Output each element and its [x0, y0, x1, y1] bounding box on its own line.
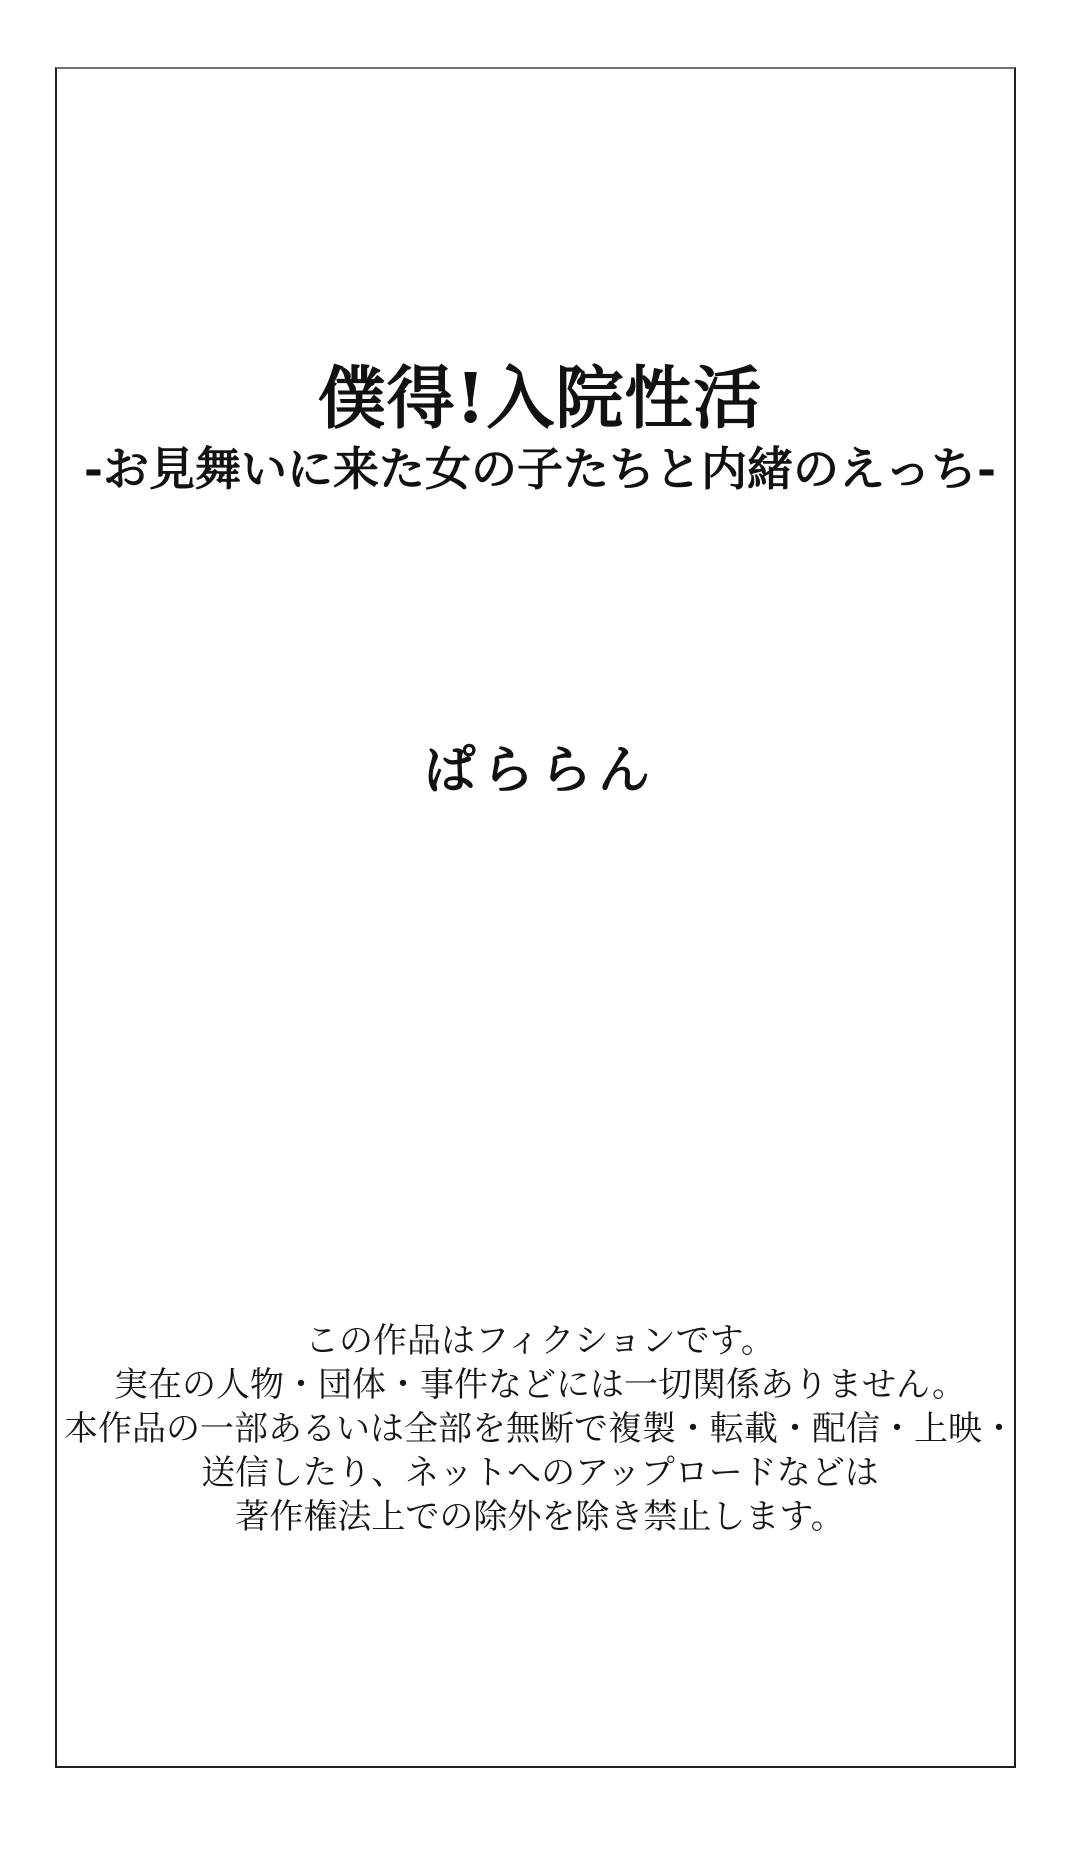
title-block [0, 359, 1080, 498]
disclaimer-line: 送信したり、ネットへのアップロードなどは [201, 1453, 879, 1493]
author-name: ぱららん [423, 740, 656, 801]
disclaimer-line: 本作品の一部あるいは全部を無断で複製・転載・配信・上映・ [64, 1409, 1016, 1449]
disclaimer-block [0, 1319, 1080, 1539]
disclaimer-line: この作品はフィクションです。 [305, 1321, 775, 1361]
page-title: 僕得!入院性活 [317, 359, 763, 439]
disclaimer-line: 著作権法上での除外を除き禁止します。 [235, 1497, 845, 1537]
disclaimer-line: 実在の人物・団体・事件などには一切関係ありません。 [113, 1365, 967, 1405]
page-subtitle: -お見舞いに来た女の子たちと内緒のえっち- [83, 442, 997, 496]
